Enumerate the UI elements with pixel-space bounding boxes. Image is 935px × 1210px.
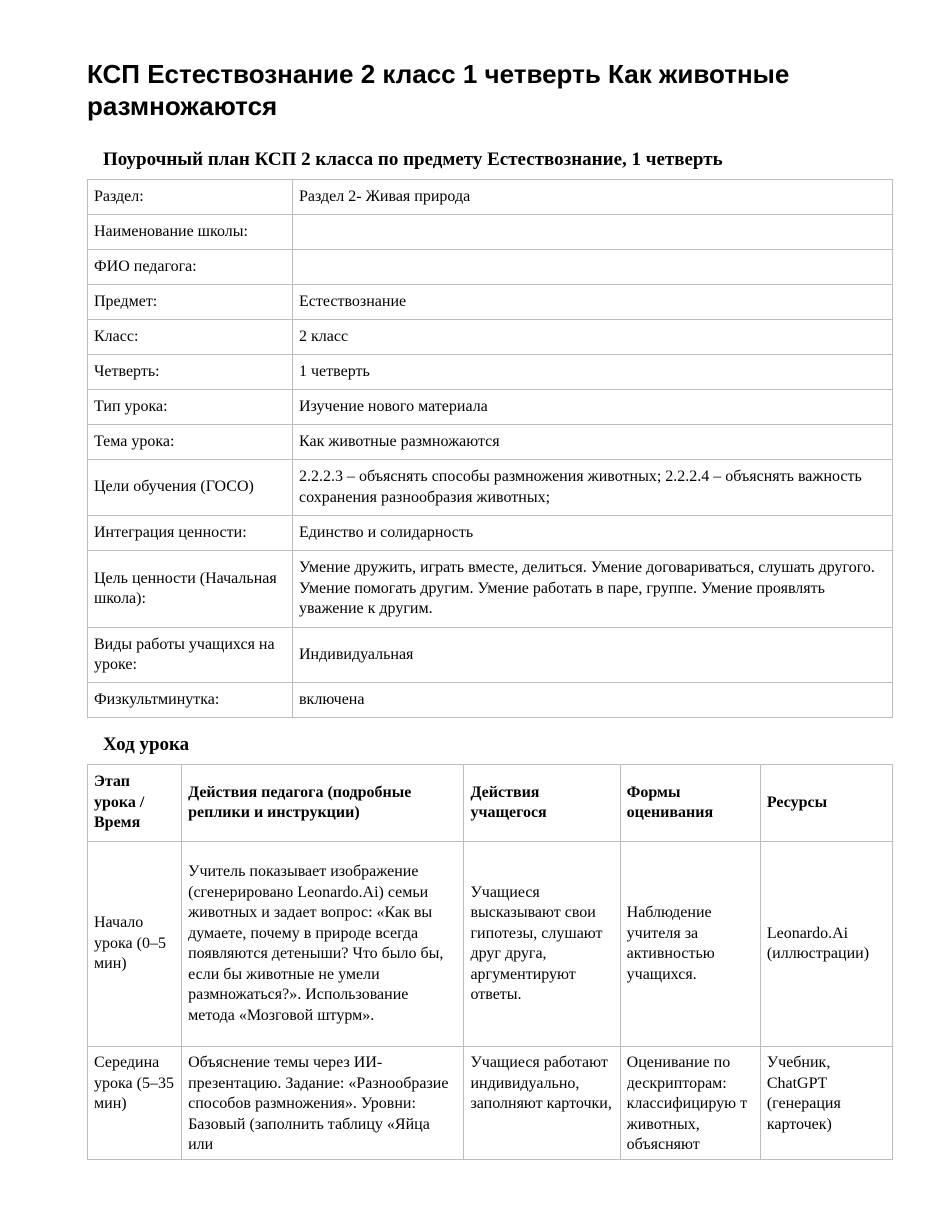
lesson-info-table [87,179,893,718]
info-label: Тема урока: [88,425,293,460]
teacher-actions-cell: Учитель показывает изображение (сгенерировано Leonardo.Ai) семьи животных и задает вопрос: «Как вы думаете, почему в природе всегда появляются детеныши? Что было бы, если бы животные не умели размножаться?». Использование метода «Мозговой штурм». [182,842,464,1047]
lesson-table-header [88,765,893,842]
assessment-cell: Наблюдение учителя за активностью учащихся. [620,842,760,1047]
info-row-value-goal [88,551,893,628]
info-value [293,250,893,285]
info-row-goals [88,460,893,516]
student-actions-text: Учащиеся работают индивидуально, заполняют карточки, [470,1054,612,1112]
info-value: Как животные размножаются [293,425,893,460]
student-actions-cell [464,1047,620,1160]
info-label: Предмет: [88,285,293,320]
teacher-actions-cell [182,1047,464,1160]
assessment-text: Оценивание по дескрипторам: классифицирую т животных, объясняют [626,1054,748,1153]
info-row-quarter [88,355,893,390]
header-resources: Ресурсы [760,765,892,842]
info-row-grade [88,320,893,355]
info-value: Изучение нового материала [293,390,893,425]
header-teacher-actions: Действия педагога (подробные реплики и инструкции) [182,765,464,842]
teacher-actions-text: Объяснение темы через ИИ-презентацию. Задание: «Разнообразие способов размножения». Уровни: Базовый (заполнить таблицу «Яйца или [188,1054,449,1153]
stage-cell [88,1047,182,1160]
resources-text: Учебник, ChatGPT (генерация карточек) [766,1054,841,1133]
info-label: Класс: [88,320,293,355]
lesson-flow-table [87,764,893,1160]
stage-text: Середина урока (5–35 мин) [94,1054,174,1112]
info-label: Интеграция ценности: [88,516,293,551]
info-value: Единство и солидарность [293,516,893,551]
table-row [88,842,893,1047]
header-stage: Этап урока / Время [88,765,182,842]
info-label: Четверть: [88,355,293,390]
header-student-actions: Действия учащегося [464,765,620,842]
info-label: Цель ценности (Начальная школа): [88,551,293,628]
header-assessment: Формы оценивания [620,765,760,842]
info-label: Цели обучения (ГОСО) [88,460,293,516]
info-value: Раздел 2- Живая природа [293,180,893,215]
info-value: 1 четверть [293,355,893,390]
info-label: ФИО педагога: [88,250,293,285]
info-row-section [88,180,893,215]
info-value: Умение дружить, играть вместе, делиться. Умение договариваться, слушать другого. Умение помогать другим. Умение работать в паре, группе. Умение проявлять уважение к другим. [293,551,893,628]
info-value: 2.2.2.3 – объяснять способы размножения животных; 2.2.2.4 – объяснять важность сохранения разнообразия животных; [293,460,893,516]
info-row-work-types [88,628,893,683]
info-row-lesson-type [88,390,893,425]
table-row [88,1047,893,1160]
resources-cell [760,1047,892,1160]
stage-cell: Начало урока (0–5 мин) [88,842,182,1047]
info-value [293,215,893,250]
resources-cell: Leonardo.Ai (иллюстрации) [760,842,892,1047]
info-label: Физкультминутка: [88,683,293,718]
info-label: Тип урока: [88,390,293,425]
info-value: 2 класс [293,320,893,355]
info-row-school [88,215,893,250]
info-label: Наименование школы: [88,215,293,250]
info-label: Раздел: [88,180,293,215]
plan-heading: Поурочный план КСП 2 класса по предмету Естествознание, 1 четверть [103,149,723,170]
info-row-teacher [88,250,893,285]
info-value: Естествознание [293,285,893,320]
info-row-physical-break [88,683,893,718]
lesson-heading: Ход урока [103,734,190,755]
info-row-subject [88,285,893,320]
info-value: включена [293,683,893,718]
info-row-topic [88,425,893,460]
assessment-cell [620,1047,760,1160]
info-row-value-integration [88,516,893,551]
info-value: Индивидуальная [293,628,893,683]
student-actions-cell: Учащиеся высказывают свои гипотезы, слушают друг друга, аргументируют ответы. [464,842,620,1047]
info-label: Виды работы учащихся на уроке: [88,628,293,683]
page-title: КСП Естествознание 2 класс 1 четверть Как животные размножаются [87,59,790,121]
